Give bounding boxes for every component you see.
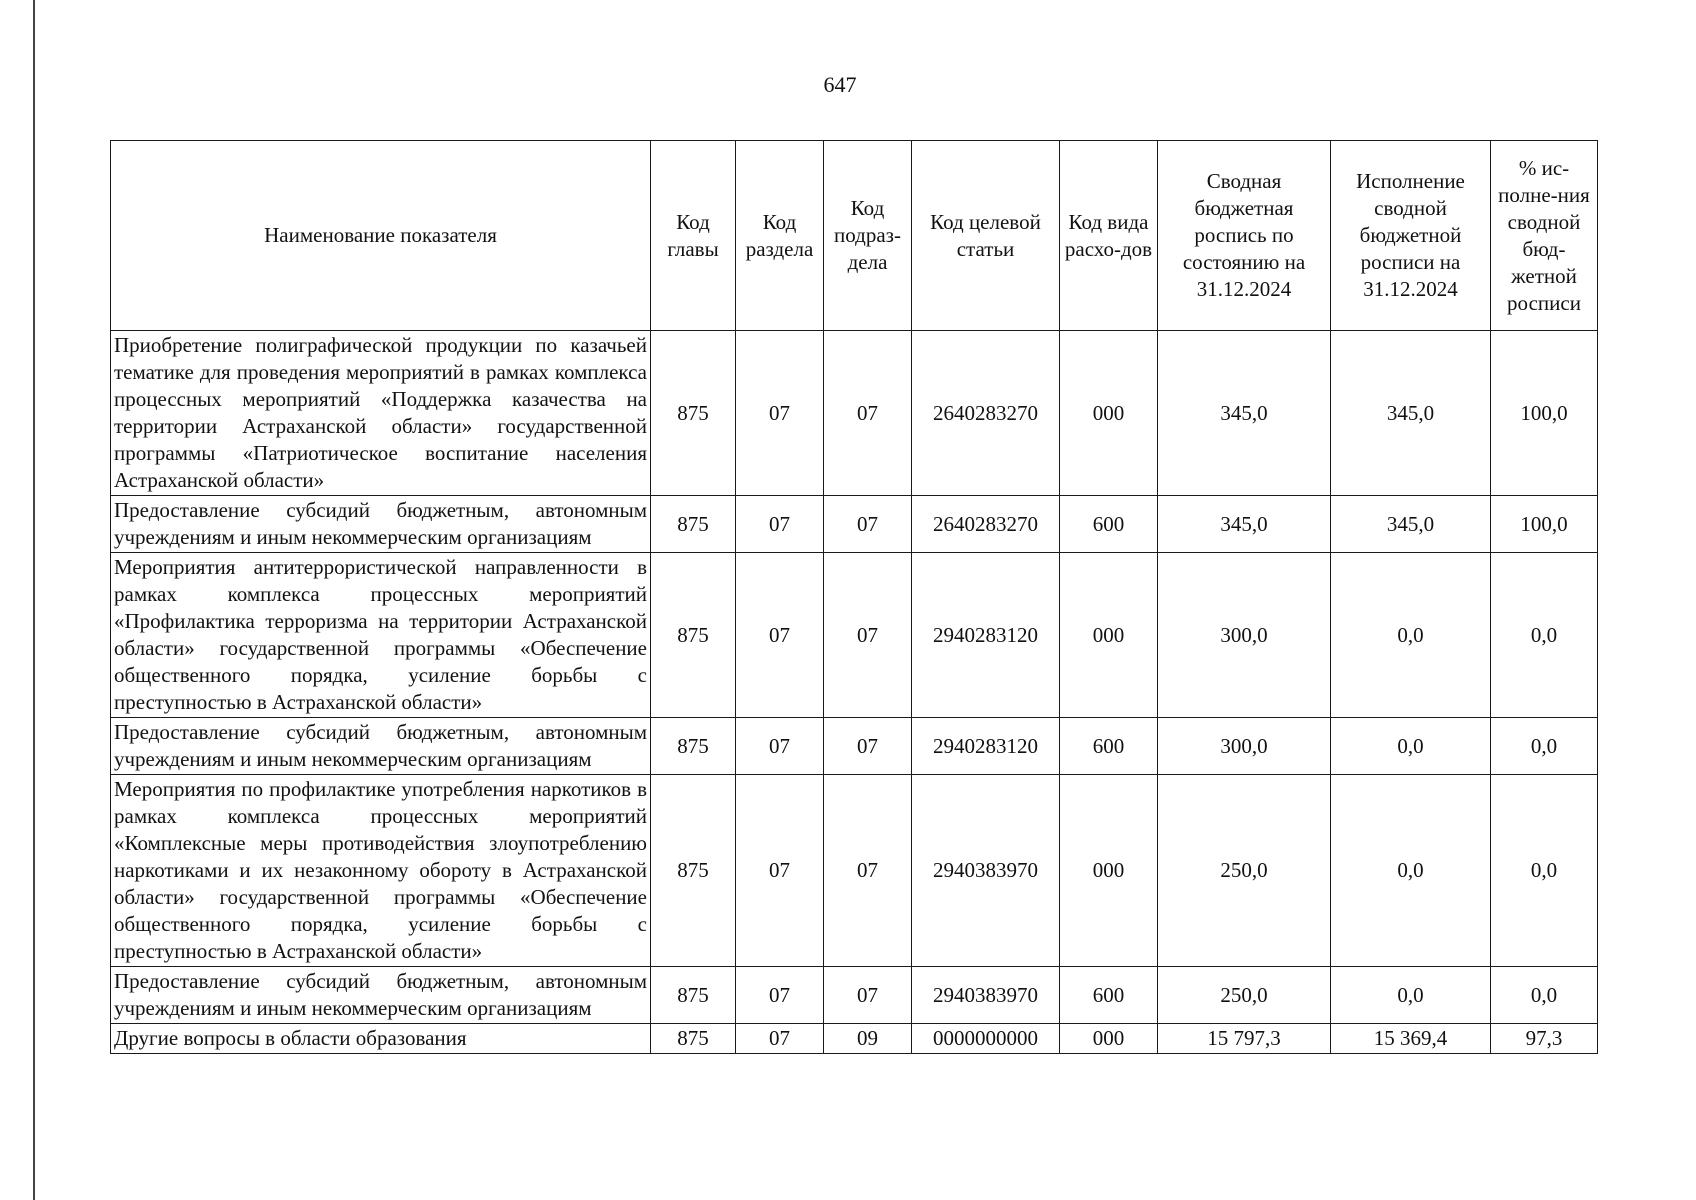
row-execution: 345,0 xyxy=(1331,331,1491,496)
row-subsection: 07 xyxy=(824,496,912,553)
row-execution: 0,0 xyxy=(1331,967,1491,1024)
table-row xyxy=(111,1024,1598,1054)
row-subsection: 07 xyxy=(824,967,912,1024)
table-header-row xyxy=(111,141,1598,331)
row-section: 07 xyxy=(736,496,824,553)
header-target-article-code: Код целевой статьи xyxy=(912,141,1060,331)
row-budget: 15 797,3 xyxy=(1158,1024,1331,1054)
row-percent: 0,0 xyxy=(1491,718,1598,775)
row-name: Предоставление субсидий бюджетным, автономным учреждениям и иным некоммерческим организациям xyxy=(111,718,651,775)
row-name: Предоставление субсидий бюджетным, автономным учреждениям и иным некоммерческим организациям xyxy=(111,967,651,1024)
row-chapter: 875 xyxy=(651,496,736,553)
header-chapter-code: Код главы xyxy=(651,141,736,331)
row-article: 2940383970 xyxy=(912,775,1060,967)
row-budget: 250,0 xyxy=(1158,775,1331,967)
row-expense-type: 600 xyxy=(1060,496,1158,553)
row-name: Предоставление субсидий бюджетным, автономным учреждениям и иным некоммерческим организациям xyxy=(111,496,651,553)
row-chapter: 875 xyxy=(651,775,736,967)
row-expense-type: 000 xyxy=(1060,775,1158,967)
header-execution: Исполнение сводной бюджетной росписи на 31.12.2024 xyxy=(1331,141,1491,331)
table-row xyxy=(111,718,1598,775)
table-row xyxy=(111,496,1598,553)
row-percent: 100,0 xyxy=(1491,496,1598,553)
row-percent: 100,0 xyxy=(1491,331,1598,496)
row-budget: 250,0 xyxy=(1158,967,1331,1024)
header-subsection-code: Код подраз-дела xyxy=(824,141,912,331)
row-section: 07 xyxy=(736,967,824,1024)
row-chapter: 875 xyxy=(651,553,736,718)
row-subsection: 09 xyxy=(824,1024,912,1054)
row-budget: 300,0 xyxy=(1158,553,1331,718)
row-execution: 0,0 xyxy=(1331,718,1491,775)
page-number: 647 xyxy=(823,72,857,97)
row-name: Приобретение полиграфической продукции по казачьей тематике для проведения мероприятий в рамках комплекса процессных мероприятий «Поддержка казачества на территории Астраханской области» государственной программы «Патриотическое воспитание населения Астраханской области» xyxy=(111,331,651,496)
header-budget-list: Сводная бюджетная роспись по состоянию на 31.12.2024 xyxy=(1158,141,1331,331)
row-chapter: 875 xyxy=(651,1024,736,1054)
row-subsection: 07 xyxy=(824,331,912,496)
row-percent: 0,0 xyxy=(1491,967,1598,1024)
row-name: Мероприятия антитеррористической направленности в рамках комплекса процессных мероприятий «Профилактика терроризма на территории Астраханской области» государственной программы «Обеспечение общественного порядка, усиление борьбы с преступностью в Астраханской области» xyxy=(111,553,651,718)
table-row xyxy=(111,331,1598,496)
row-article: 2940283120 xyxy=(912,553,1060,718)
row-chapter: 875 xyxy=(651,331,736,496)
row-expense-type: 600 xyxy=(1060,718,1158,775)
row-execution: 0,0 xyxy=(1331,553,1491,718)
row-budget: 345,0 xyxy=(1158,331,1331,496)
budget-execution-table xyxy=(110,140,1598,1054)
table-row xyxy=(111,553,1598,718)
row-article: 2640283270 xyxy=(912,331,1060,496)
row-section: 07 xyxy=(736,1024,824,1054)
table-row xyxy=(111,775,1598,967)
row-subsection: 07 xyxy=(824,553,912,718)
row-expense-type: 000 xyxy=(1060,553,1158,718)
row-execution: 345,0 xyxy=(1331,496,1491,553)
row-expense-type: 000 xyxy=(1060,1024,1158,1054)
row-percent: 0,0 xyxy=(1491,553,1598,718)
header-name: Наименование показателя xyxy=(111,141,651,331)
row-execution: 15 369,4 xyxy=(1331,1024,1491,1054)
table-row xyxy=(111,967,1598,1024)
row-section: 07 xyxy=(736,718,824,775)
row-name: Другие вопросы в области образования xyxy=(111,1024,651,1054)
row-expense-type: 000 xyxy=(1060,331,1158,496)
row-chapter: 875 xyxy=(651,967,736,1024)
row-execution: 0,0 xyxy=(1331,775,1491,967)
row-percent: 0,0 xyxy=(1491,775,1598,967)
row-chapter: 875 xyxy=(651,718,736,775)
row-section: 07 xyxy=(736,553,824,718)
row-section: 07 xyxy=(736,775,824,967)
row-expense-type: 600 xyxy=(1060,967,1158,1024)
header-percent: % ис-полне-ния сводной бюд-жетной росписи xyxy=(1491,141,1598,331)
scan-edge-line xyxy=(33,0,35,1200)
row-name: Мероприятия по профилактике употребления наркотиков в рамках комплекса процессных мероприятий «Комплексные меры противодействия злоупотреблению наркотиками и их незаконному обороту в Астраханской области» государственной программы «Обеспечение общественного порядка, усиление борьбы с преступностью в Астраханской области» xyxy=(111,775,651,967)
row-article: 2940283120 xyxy=(912,718,1060,775)
row-section: 07 xyxy=(736,331,824,496)
row-subsection: 07 xyxy=(824,718,912,775)
row-subsection: 07 xyxy=(824,775,912,967)
row-budget: 300,0 xyxy=(1158,718,1331,775)
header-section-code: Код раздела xyxy=(736,141,824,331)
row-article: 2940383970 xyxy=(912,967,1060,1024)
row-article: 0000000000 xyxy=(912,1024,1060,1054)
header-expense-type-code: Код вида расхо-дов xyxy=(1060,141,1158,331)
row-budget: 345,0 xyxy=(1158,496,1331,553)
row-article: 2640283270 xyxy=(912,496,1060,553)
row-percent: 97,3 xyxy=(1491,1024,1598,1054)
